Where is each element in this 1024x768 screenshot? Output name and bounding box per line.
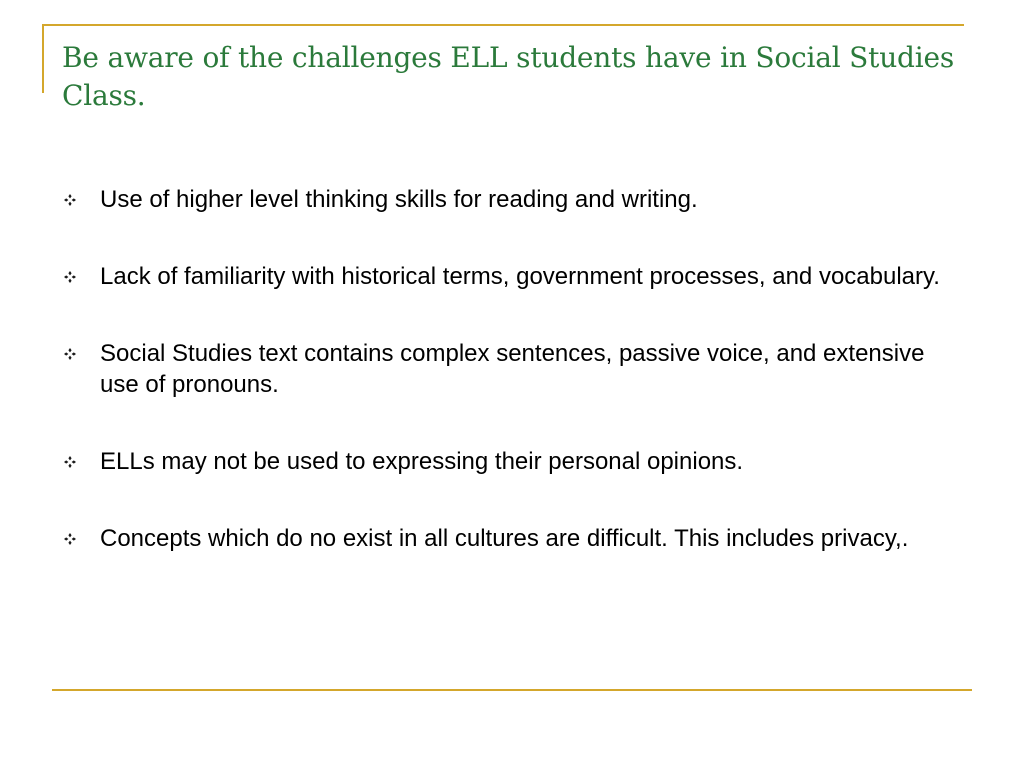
left-accent-line [42, 24, 44, 93]
diamond-dots-icon [63, 270, 77, 284]
bullet-text: Lack of familiarity with historical terms, government processes, and vocabulary. [100, 263, 940, 290]
bullet-text: ELLs may not be used to expressing their personal opinions. [100, 448, 744, 475]
bullet-text: Social Studies text contains complex sentences, passive voice, and extensive use of pronouns. [100, 340, 925, 398]
diamond-dots-icon [63, 347, 77, 361]
bullet-item [62, 261, 962, 292]
bottom-accent-line [52, 689, 972, 691]
diamond-dots-icon [63, 455, 77, 469]
diamond-dots-icon [63, 532, 77, 546]
bullet-item [62, 446, 962, 477]
bullet-list [62, 184, 962, 600]
bullet-text: Use of higher level thinking skills for reading and writing. [100, 186, 698, 213]
bullet-item [62, 338, 962, 400]
bullet-text: Concepts which do no exist in all cultures are difficult. This includes privacy,. [100, 525, 909, 552]
top-accent-line [42, 24, 964, 26]
bullet-item [62, 184, 962, 215]
bullet-item [62, 523, 962, 554]
diamond-dots-icon [63, 193, 77, 207]
slide-title: Be aware of the challenges ELL students have in Social Studies Class. [62, 41, 955, 112]
